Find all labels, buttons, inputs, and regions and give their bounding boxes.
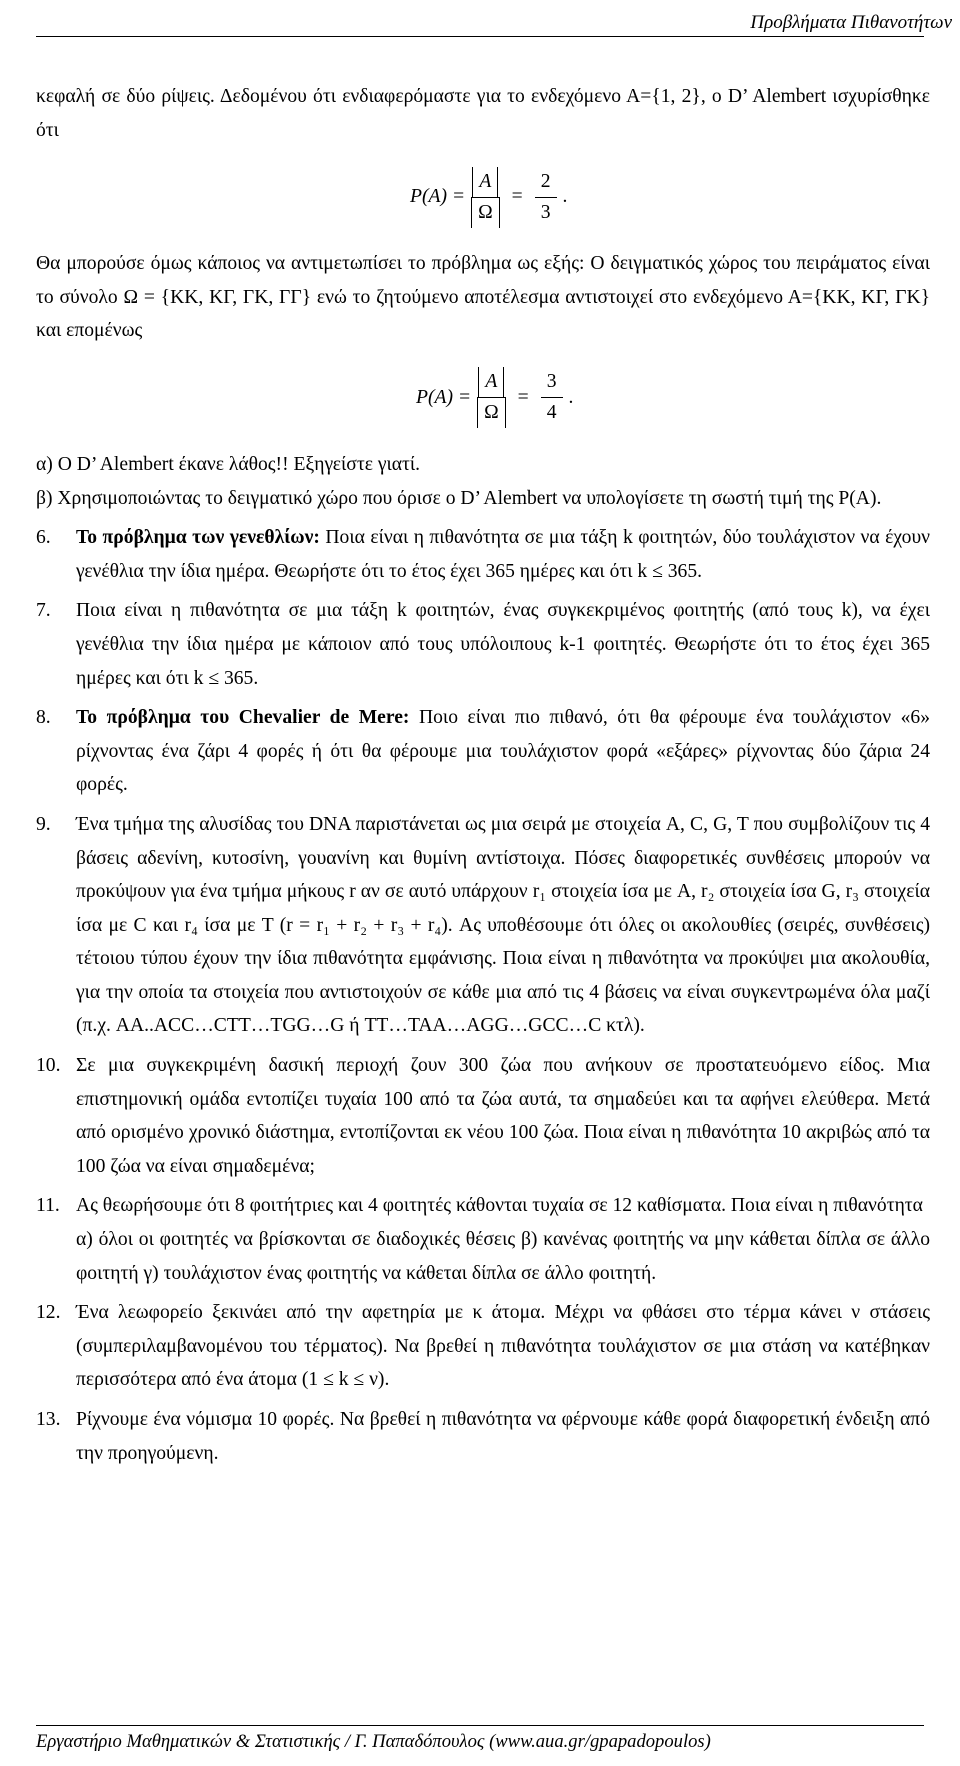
problem-text: Ας θεωρήσουμε ότι 8 φοιτήτριες και 4 φοιτητές κάθονται τυχαία σε 12 καθίσματα. Ποια είναι η πιθανότητα xyxy=(76,1195,923,1217)
formula-fraction-value xyxy=(541,367,563,428)
question-a: α) Ο D’ Alembert έκανε λάθος!! Εξηγείστε γιατί. xyxy=(36,453,421,475)
problem-text: Ποιο είναι πιο πιθανό, ότι θα φέρουμε ένα τουλάχιστον «6» ρίχνοντας ένα ζάρι 4 φορές ή ότι θα φέρουμε μια τουλάχιστον φορά «εξάρες» ρίχνοντας δύο ζάρια 24 φορές. xyxy=(76,707,930,796)
problem-text: Ρίχνουμε ένα νόμισμα 10 φορές. Να βρεθεί η πιθανότητα να φέρνουμε κάθε φορά διαφορετική ένδειξη από την προηγούμενη. xyxy=(76,1409,930,1464)
page-header-title: Προβλήματα Πιθανοτήτων xyxy=(750,12,952,33)
formula-equals: = xyxy=(517,387,529,409)
formula-lhs: P(A) = xyxy=(410,186,466,208)
formula-numerator: A xyxy=(472,167,498,197)
formula-lhs: P(A) = xyxy=(416,387,472,409)
problem-title: Το πρόβλημα των γενεθλίων: xyxy=(76,527,320,549)
formula-probability-1 xyxy=(410,147,930,247)
problem-number: 7. xyxy=(36,600,51,622)
problem-number: 13. xyxy=(36,1409,61,1430)
formula-numerator: A xyxy=(478,367,504,397)
header-divider xyxy=(36,36,924,37)
problem-number: 10. xyxy=(36,1055,61,1077)
problem-subquestions: α) όλοι οι φοιτητές να βρίσκονται σε διαδοχικές θέσεις β) κανένας φοιτητής να μην κάθεται δίπλα σε άλλο φοιτητή γ) τουλάχιστον ένας φοιτητής να κάθεται δίπλα σε άλλο φοιτητή. xyxy=(76,1229,930,1284)
problem-11 xyxy=(36,1189,930,1290)
problem-number: 6. xyxy=(36,527,51,549)
problem-number: 12. xyxy=(36,1302,61,1324)
problem-text: Ένα λεωφορείο ξεκινάει από την αφετηρία με κ άτομα. Μέχρι να φθάσει στο τέρμα κάνει ν στάσεις (συμπεριλαμβανομένου του τέρματος). Να βρεθεί η πιθανότητα τουλάχιστον σε μια στάση να κατέβηκαν περισσότερα από ένα άτομα (1 ≤ k ≤ ν). xyxy=(76,1302,930,1391)
page-footer: Εργαστήριο Μαθηματικών & Στατιστικής / Γ. Παπαδόπουλος (www.aua.gr/gpapadopoulos) xyxy=(36,1731,711,1752)
problem-number: 11. xyxy=(36,1195,60,1217)
footer-divider xyxy=(36,1725,924,1726)
formula-value-numerator: 2 xyxy=(540,170,551,192)
problem-text: Ποια είναι η πιθανότητα σε μια τάξη k φοιτητών, ένας συγκεκριμένος φοιτητής (από τους k), να έχει γενέθλια την ίδια ημέρα με κάποιον από τους υπόλοιπους k-1 φοιτητές. Θεωρήστε ότι το έτος έχει 365 ημέρες και ότι k ≤ 365. xyxy=(76,600,930,689)
problem-text: Σε μια συγκεκριμένη δασική περιοχή ζουν 300 ζώα που ανήκουν σε προστατευόμενο είδος. Μια επιστημονική ομάδα εντοπίζει τυχαία 100 από τα ζώα αυτά, τα σημαδεύει και τα αφήνει ελεύθερα. Μετά από ορισμένο χρονικό διάστημα, εντοπίζονται εκ νέου 100 ζώα. Ποια είναι η πιθανότητα 10 ακριβώς από τα 100 ζώα να είναι σημαδεμένα; xyxy=(76,1055,930,1177)
problem-number: 8. xyxy=(36,707,51,729)
formula-end: . xyxy=(568,387,574,409)
problem-10 xyxy=(36,1049,930,1183)
formula-denominator: Ω xyxy=(471,198,500,228)
problem-6 xyxy=(36,521,930,588)
formula-value-numerator: 3 xyxy=(546,371,557,393)
formula-end: . xyxy=(562,186,568,208)
question-b: β) Χρησιμοποιώντας το δειγματικό χώρο που όρισε ο D’ Alembert να υπολογίσετε τη σωστή τιμή της P(A). xyxy=(36,487,882,509)
problem-title: Το πρόβλημα του Chevalier de Mere: xyxy=(76,707,410,729)
problem-7 xyxy=(36,594,930,695)
formula-value-denominator: 4 xyxy=(546,402,557,424)
problem-12 xyxy=(36,1296,930,1397)
intro-paragraph-1: κεφαλή σε δύο ρίψεις. Δεδομένου ότι ενδιαφερόμαστε για το ενδεχόμενο Α={1, 2}, ο D’ Alembert ισχυρίσθηκε ότι xyxy=(36,86,930,141)
problem-8 xyxy=(36,701,930,802)
document-body xyxy=(36,80,930,1470)
problem-9 xyxy=(36,808,930,1043)
formula-denominator: Ω xyxy=(477,398,506,428)
problem-text: Ποια είναι η πιθανότητα σε μια τάξη k φοιτητών, δύο τουλάχιστον να έχουν γενέθλια την ίδια ημέρα. Θεωρήστε ότι το έτος έχει 365 ημέρες και ότι k ≤ 365. xyxy=(76,527,931,582)
problem-text: Ένα τμήμα της αλυσίδας του DNA παριστάνεται ως μια σειρά με στοιχεία A, C, G, T που συμβολίζουν τις 4 βάσεις αδενίνη, κυτοσίνη, γουανίνη και θυμίνη αντίστοιχα. Πόσες διαφορετικές συνθέσεις μπορούν να προκύψουν για ένα τμήμα μήκους r αν σε αυτό υπάρχουν r₁ στοιχεία ίσα με A, r₂ στοιχεία ίσα G, r₃ στοιχεία ίσα με C και r₄ ίσα με T (r = r₁ + r₂ + r₃ + r₄). Ας υποθέσουμε ότι όλες οι ακολουθίες (σειρές, συνθέσεις) τέτοιου τύπου έχουν την ίδια πιθανότητα εμφάνισης. Ποια είναι η πιθανότητα να προκύψει μια ακολουθία, για την οποία τα στοιχεία που αντιστοιχούν σε κάθε μια από τις 4 βάσεις να είναι συγκεντρωμένα όλα μαζί (π.χ. AA..ACC…CTT…TGG…G ή TT…TAA…AGG…GCC…C κτλ). xyxy=(76,813,930,1037)
formula-probability-2 xyxy=(416,348,930,448)
problem-number: 9. xyxy=(36,813,51,835)
formula-fraction-sets xyxy=(471,167,500,228)
formula-fraction-sets xyxy=(477,367,506,428)
intro-paragraph-2: Θα μπορούσε όμως κάποιος να αντιμετωπίσει το πρόβλημα ως εξής: Ο δειγματικός χώρος του πειράματος είναι το σύνολο Ω = {ΚΚ, ΚΓ, ΓΚ, ΓΓ} ενώ το ζητούμενο αποτέλεσμα αντιστοιχεί στο ενδεχόμενο Α={ΚΚ, ΚΓ, ΓΚ} και επομένως xyxy=(36,253,930,342)
formula-equals: = xyxy=(511,186,523,208)
formula-value-denominator: 3 xyxy=(540,201,551,223)
formula-fraction-value xyxy=(535,167,557,228)
problem-13 xyxy=(36,1403,930,1470)
